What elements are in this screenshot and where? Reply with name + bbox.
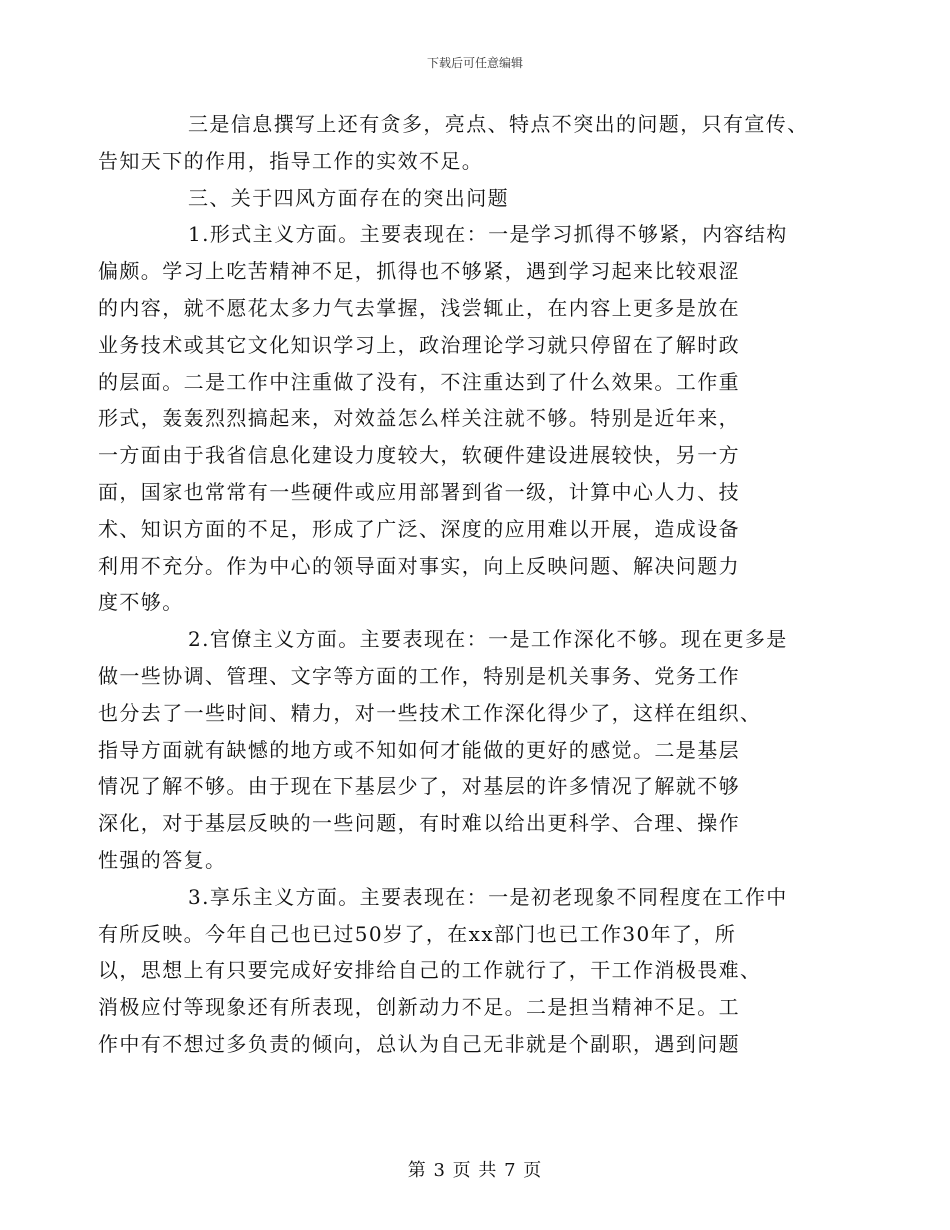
text-line: 面，国家也常常有一些硬件或应用部署到省一级，计算中心人力、技: [98, 479, 740, 504]
text-line: 形式，轰轰烈烈搞起来，对效益怎么样关注就不够。特别是近年来，: [98, 406, 740, 431]
paragraph-bureaucratism: [98, 621, 813, 879]
page-header: 下载后可任意编辑: [426, 56, 523, 70]
text-line: 利用不充分。作为中心的领导面对事实，向上反映问题、解决问题力: [98, 553, 740, 578]
text-line: 度不够。: [98, 590, 184, 615]
text-line: 有所反映。今年自己也已过50岁了，在xx部门也已工作30年了，所: [98, 921, 737, 946]
paragraph-info-writing: [98, 106, 813, 180]
text-line: 一方面由于我省信息化建设力度较大，软硬件建设进展较快，另一方: [98, 443, 740, 468]
text-line: 3.享乐主义方面。主要表现在：一是初老现象不同程度在工作中: [188, 884, 788, 909]
text-line: 作中有不想过多负责的倾向，总认为自己无非就是个副职，遇到问题: [98, 1031, 740, 1056]
section-heading: [143, 180, 813, 217]
page-footer: 第 3 页 共 7 页: [407, 1160, 543, 1181]
text-line: 性强的答复。: [98, 847, 227, 872]
text-line: 三、关于四风方面存在的突出问题: [188, 185, 509, 210]
text-line: 情况了解不够。由于现在下基层少了，对基层的许多情况了解就不够: [98, 774, 740, 799]
text-line: 的内容，就不愿花太多力气去掌握，浅尝辄止，在内容上更多是放在: [98, 295, 740, 320]
text-line: 指导方面就有缺憾的地方或不知如何才能做的更好的感觉。二是基层: [98, 737, 740, 762]
text-line: 消极应付等现象还有所表现，创新动力不足。二是担当精神不足。工: [98, 995, 740, 1020]
paragraph-formalism: [98, 216, 813, 621]
text-line: 的层面。二是工作中注重做了没有，不注重达到了什么效果。工作重: [98, 369, 740, 394]
text-line: 2.官僚主义方面。主要表现在：一是工作深化不够。现在更多是: [188, 627, 788, 652]
text-line: 1.形式主义方面。主要表现在：一是学习抓得不够紧，内容结构: [188, 222, 788, 247]
text-line: 以，思想上有只要完成好安排给自己的工作就行了，干工作消极畏难、: [98, 958, 762, 983]
text-line: 做一些协调、管理、文字等方面的工作，特别是机关事务、党务工作: [98, 663, 740, 688]
text-line: 也分去了一些时间、精力，对一些技术工作深化得少了，这样在组织、: [98, 700, 762, 725]
text-line: 偏颇。学习上吃苦精神不足，抓得也不够紧，遇到学习起来比较艰涩: [98, 259, 740, 284]
text-line: 业务技术或其它文化知识学习上，政治理论学习就只停留在了解时政: [98, 332, 740, 357]
text-line: 深化，对于基层反映的一些问题，有时难以给出更科学、合理、操作: [98, 811, 740, 836]
paragraph-hedonism: [98, 879, 813, 1063]
text-line: 术、知识方面的不足，形成了广泛、深度的应用难以开展，造成设备: [98, 516, 740, 541]
text-line: 三是信息撰写上还有贪多，亮点、特点不突出的问题，只有宣传、: [188, 112, 809, 136]
text-line: 告知天下的作用，指导工作的实效不足。: [98, 148, 484, 173]
document-body: [98, 106, 813, 1063]
